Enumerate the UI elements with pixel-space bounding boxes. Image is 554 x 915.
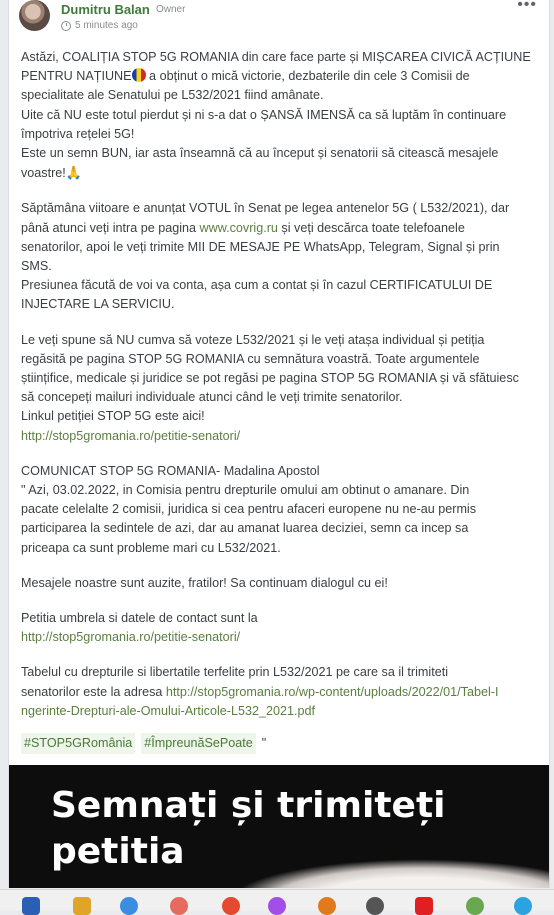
post-header bbox=[9, 0, 549, 40]
table-pdf-link[interactable]: http://stop5gromania.ro/wp-content/uploads/2022/01/Tabel-I bbox=[165, 684, 499, 699]
folded-hands-icon: 🙏 bbox=[65, 165, 82, 181]
paragraph-1 bbox=[21, 48, 543, 183]
app-icon[interactable] bbox=[466, 897, 484, 915]
post-image[interactable] bbox=[9, 765, 549, 888]
paragraph-5 bbox=[21, 574, 543, 593]
text-line: Mesajele noastre sunt auzite, fratilor! Sa continuam dialogul cu ei! bbox=[21, 575, 388, 590]
text-line: regăsită pe pagina STOP 5G ROMANIA cu semnătura voastră. Toate argumentele bbox=[21, 351, 480, 366]
messenger-icon[interactable] bbox=[268, 897, 286, 915]
text-line: pacate celelalte 2 comisii, juridica si cea pentru afaceri europene nu ne-au permis bbox=[21, 502, 477, 517]
paragraph-2 bbox=[21, 199, 543, 314]
avatar[interactable] bbox=[19, 0, 50, 31]
text-line: voastre! bbox=[21, 166, 66, 181]
text-line: SMS. bbox=[21, 259, 52, 274]
text-line: specialitate ale Senatului pe L532/2021 fiind amânate. bbox=[21, 88, 324, 103]
text-line: împotriva rețelei 5G! bbox=[21, 126, 135, 141]
text-line: a obținut o mică victorie, dezbaterile din cele 3 Comisii de bbox=[145, 69, 470, 84]
more-options-icon[interactable]: ••• bbox=[517, 0, 537, 13]
closing-quote: " bbox=[261, 736, 267, 751]
post-card bbox=[8, 0, 550, 888]
paragraph-7 bbox=[21, 663, 543, 721]
paragraph-3 bbox=[21, 331, 543, 446]
text-line: PENTRU NAȚIUNE bbox=[21, 69, 132, 84]
clock-icon bbox=[61, 21, 71, 31]
table-pdf-link-cont[interactable]: ngerinte-Drepturi-ale-Omului-Articole-L532_2021.pdf bbox=[21, 703, 316, 718]
app-icon[interactable] bbox=[170, 897, 188, 915]
paragraph-6 bbox=[21, 609, 543, 647]
paragraph-4 bbox=[21, 462, 543, 558]
text-line: până atunci veți intra pe pagina bbox=[21, 220, 200, 235]
text-line: Uite că NU este totul pierdut și ni s-a dat o ȘANSĂ IMENSĂ ca să luptăm în continuare bbox=[21, 107, 507, 122]
settings-icon[interactable] bbox=[366, 897, 384, 915]
text-line: " Azi, 03.02.2022, in Comisia pentru drepturile omului am obtinut o amanare. Din bbox=[21, 483, 470, 498]
text-line: și veți descărca toate telefoanele bbox=[277, 220, 465, 235]
text-line: COMUNICAT STOP 5G ROMANIA- Madalina Apostol bbox=[21, 463, 320, 478]
text-line: Presiunea făcută de voi va conta, așa cum a contat și în cazul CERTIFICATULUI DE bbox=[21, 278, 493, 293]
timestamp bbox=[61, 20, 138, 31]
hashtag-impreuna[interactable]: #ÎmpreunăSePoate bbox=[141, 733, 256, 754]
text-line: INJECTARE LA SERVICIU. bbox=[21, 297, 175, 312]
text-line: priceapa ca sunt probleme mari cu L532/2021. bbox=[21, 540, 281, 555]
youtube-icon[interactable] bbox=[415, 897, 433, 915]
post-body bbox=[21, 48, 543, 754]
petition-link[interactable]: http://stop5gromania.ro/petitie-senatori/ bbox=[21, 428, 241, 443]
covrig-link[interactable]: www.covrig.ru bbox=[199, 220, 278, 235]
text-line: să concepeți mailuri individuale atunci când le veți trimite senatorilor. bbox=[21, 390, 403, 405]
app-icon[interactable] bbox=[73, 897, 91, 915]
text-line: științifice, medicale și juridice se pot regăsi pe pagina STOP 5G ROMANIA și vă sfătuiesc bbox=[21, 371, 519, 386]
text-line: senatorilor, apoi le veți trimite MII DE MESAJE PE WhatsApp, Telegram, Signal și prin bbox=[21, 239, 500, 254]
chrome-icon[interactable] bbox=[120, 897, 138, 915]
image-caption-line: petitia bbox=[51, 831, 185, 872]
text-line: Astăzi, COALIȚIA STOP 5G ROMANIA din care face parte și MIȘCAREA CIVICĂ ACȚIUNE bbox=[21, 50, 531, 64]
text-line: Le veți spune să NU cumva să voteze L532/2021 și le veți atașa individual și petiția bbox=[21, 332, 485, 347]
app-icon[interactable] bbox=[222, 897, 240, 915]
role-badge: Owner bbox=[156, 4, 186, 15]
hashtag-row bbox=[21, 733, 543, 754]
hashtag-stop5g[interactable]: #STOP5GRomânia bbox=[21, 733, 135, 754]
location-icon[interactable] bbox=[318, 897, 336, 915]
text-line: Linkul petiției STOP 5G este aici! bbox=[21, 409, 205, 424]
taskbar bbox=[0, 889, 554, 911]
word-app-icon[interactable] bbox=[22, 897, 40, 915]
image-caption-line: Semnați și trimiteți bbox=[51, 785, 446, 826]
romania-flag-icon bbox=[132, 68, 146, 82]
text-line: Este un semn BUN, iar asta înseamnă că au început și senatorii să citească mesajele bbox=[21, 146, 499, 161]
text-line: Tabelul cu drepturile si libertatile terfelite prin L532/2021 pe care sa il trimiteti bbox=[21, 665, 449, 680]
telegram-icon[interactable] bbox=[514, 897, 532, 915]
author-name[interactable]: Dumitru Balan bbox=[61, 2, 150, 17]
image-figure bbox=[229, 859, 549, 888]
text-line: Petitia umbrela si datele de contact sunt la bbox=[21, 611, 258, 626]
text-line: Săptămâna viitoare e anunțat VOTUL în Senat pe legea antenelor 5G ( L532/2021), dar bbox=[21, 201, 510, 216]
text-line: participarea la sedintele de azi, dar au amanat luarea deciziei, semn ca incep sa bbox=[21, 521, 469, 536]
umbrella-petition-link[interactable]: http://stop5gromania.ro/petitie-senatori/ bbox=[21, 630, 241, 645]
text-line: senatorilor este la adresa bbox=[21, 684, 166, 699]
time-label: 5 minutes ago bbox=[75, 20, 138, 31]
